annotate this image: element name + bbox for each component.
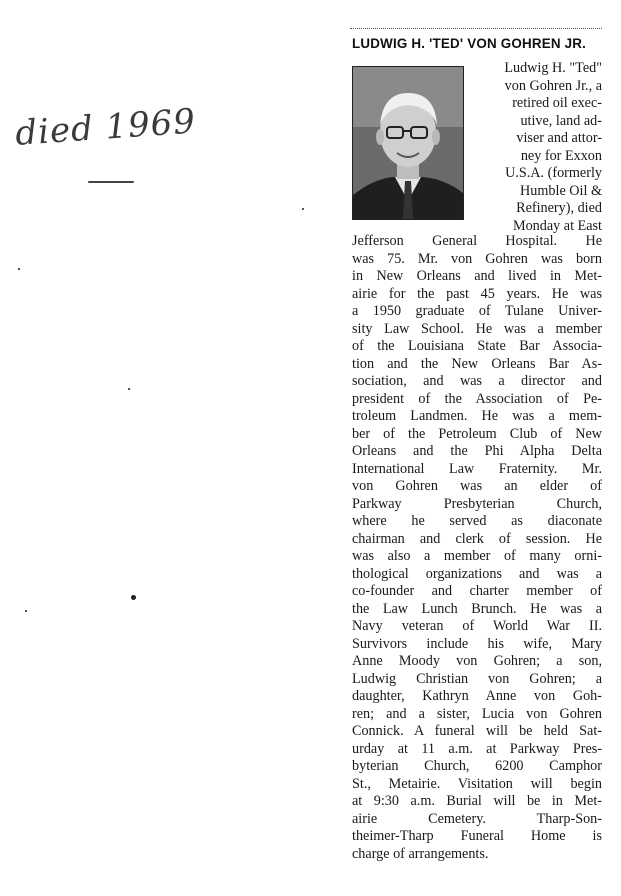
text-line: sity Law School. He was a member	[352, 320, 602, 337]
portrait-photo-icon	[353, 67, 463, 219]
handwritten-note: died 1969	[14, 101, 198, 154]
text-line: Orleans and the Phi Alpha Delta	[352, 443, 602, 459]
text-line: Ludwig H. "Ted"	[504, 60, 602, 76]
scan-speck	[131, 595, 136, 600]
handwritten-underline	[88, 181, 134, 183]
text-line: ney for Exxon	[520, 147, 602, 164]
text-line: Survivors include his wife, Mary	[352, 635, 602, 652]
portrait-photo	[352, 66, 464, 220]
text-line: utive, land ad-	[520, 112, 602, 129]
text-line: retired oil exec-	[512, 95, 602, 111]
text-line: of the Louisiana State Bar Associa-	[352, 338, 602, 354]
text-line: theimer-Tharp Funeral Home is	[352, 828, 602, 844]
text-line: International Law Fraternity. Mr.	[352, 460, 602, 477]
text-line: thological organizations and was a	[352, 565, 602, 582]
text-line: urday at 11 a.m. at Parkway Pres-	[352, 740, 602, 757]
text-line: airie Cemetery. Tharp-Son-	[352, 810, 602, 827]
text-line: Monday at East	[512, 217, 602, 234]
text-line: co-founder and charter member of	[352, 583, 602, 599]
text-line: airie for the past 45 years. He was	[352, 285, 602, 302]
text-line: viser and attor-	[516, 130, 602, 146]
text-line: chairman and clerk of session. He	[352, 530, 602, 547]
text-line: the Law Lunch Brunch. He was a	[352, 600, 602, 617]
scan-speck	[302, 208, 304, 210]
text-line: where he served as diaconate	[352, 513, 602, 529]
text-line: ren; and a sister, Lucia von Gohren	[352, 705, 602, 722]
text-line: Parkway Presbyterian Church,	[352, 495, 602, 512]
obituary-intro-text	[468, 60, 602, 235]
text-line: byterian Church, 6200 Camphor	[352, 758, 602, 774]
scan-speck	[18, 268, 20, 270]
text-line: a 1950 graduate of Tulane Univer-	[352, 303, 602, 319]
text-line: sociation, and was a director and	[352, 373, 602, 389]
text-line: tion and the New Orleans Bar As-	[352, 355, 602, 372]
obituary-clipping	[344, 22, 608, 874]
text-line: at 9:30 a.m. Burial will be in Met-	[352, 793, 602, 809]
text-line: in New Orleans and lived in Met-	[352, 268, 602, 284]
text-line: ber of the Petroleum Club of New	[352, 425, 602, 442]
text-line: von Gohren Jr., a	[504, 77, 602, 94]
text-line: von Gohren was an elder of	[352, 478, 602, 494]
text-line: U.S.A. (formerly	[505, 165, 602, 181]
text-line: troleum Landmen. He was a mem-	[352, 408, 602, 424]
text-line: was 75. Mr. von Gohren was born	[352, 250, 602, 267]
obituary-body-text	[352, 233, 602, 863]
text-line: daughter, Kathryn Anne von Goh-	[352, 688, 602, 704]
text-line: president of the Association of Pe-	[352, 390, 602, 407]
text-line: Refinery), died	[516, 200, 602, 216]
text-line: Navy veteran of World War II.	[352, 618, 602, 634]
obituary-headline: LUDWIG H. 'TED' VON GOHREN JR.	[352, 36, 587, 51]
scan-speck	[128, 388, 130, 390]
text-line: charge of arrangements.	[352, 845, 489, 862]
text-line: Jefferson General Hospital. He	[352, 233, 602, 249]
text-line: was also a member of many orni-	[352, 548, 602, 564]
text-line: Connick. A funeral will be held Sat-	[352, 723, 602, 739]
text-line: Anne Moody von Gohren; a son,	[352, 653, 602, 669]
clipping-top-rule	[350, 28, 602, 29]
text-line: St., Metairie. Visitation will begin	[352, 775, 602, 792]
torn-edge-marks	[600, 600, 618, 880]
scan-speck	[25, 610, 27, 612]
text-line: Ludwig Christian von Gohren; a	[352, 670, 602, 687]
text-line: Humble Oil &	[520, 182, 602, 199]
